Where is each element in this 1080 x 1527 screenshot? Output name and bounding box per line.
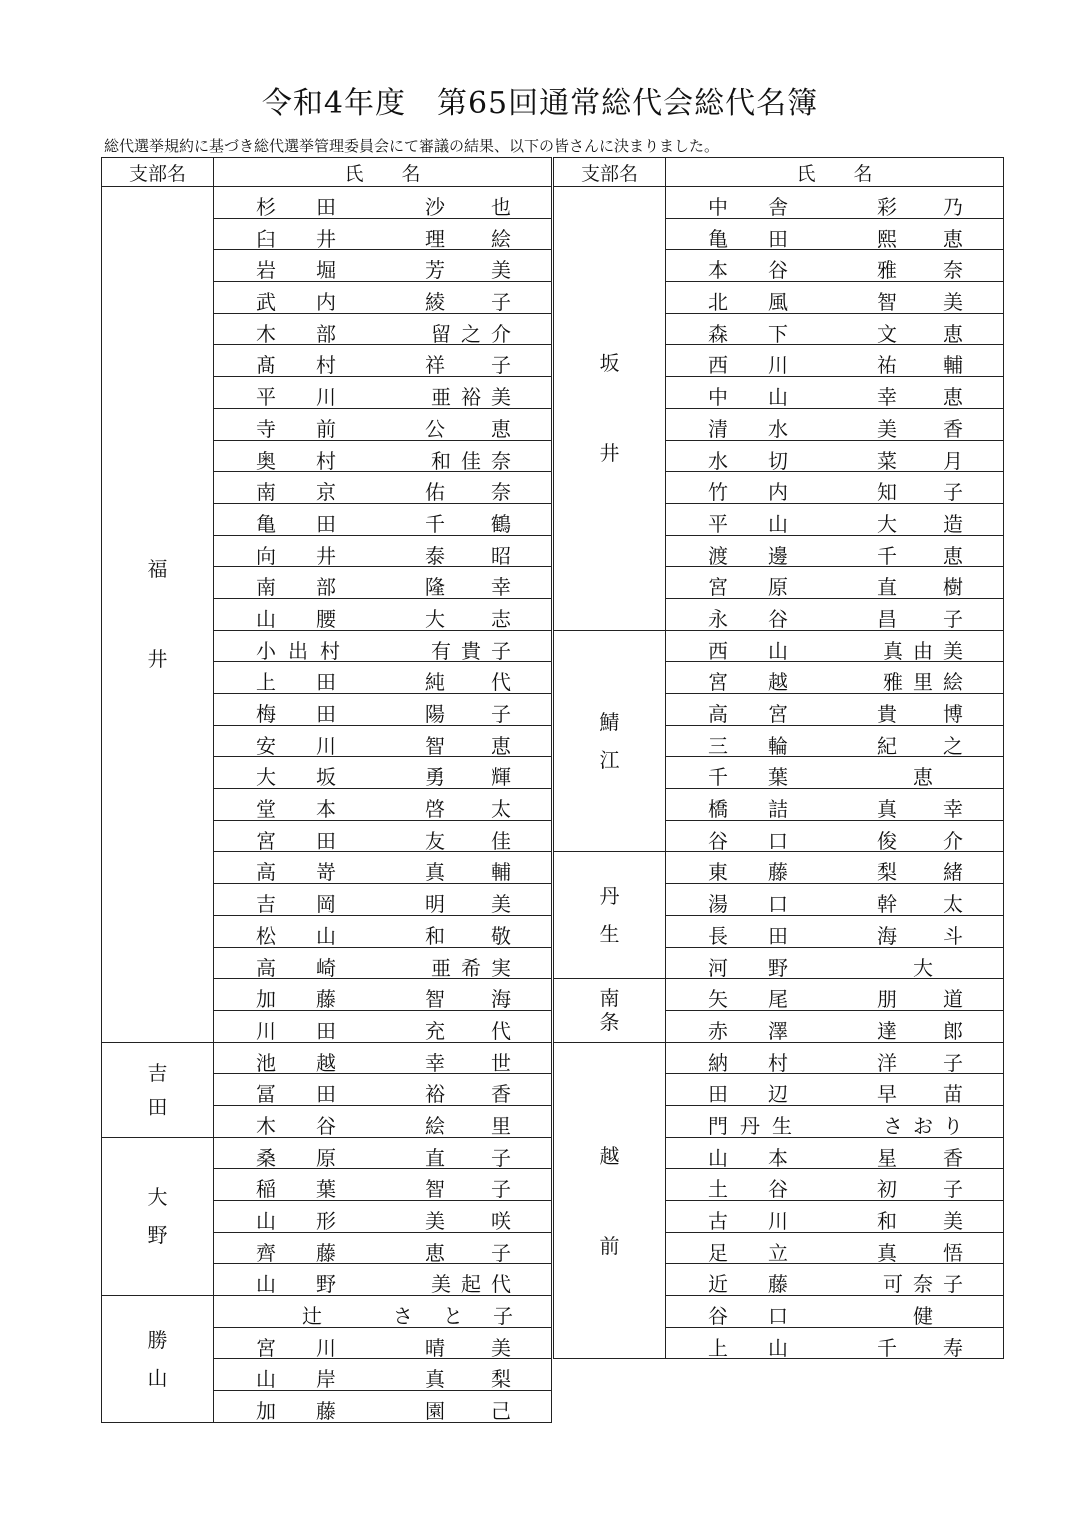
last-name: 臼井 (256, 226, 376, 251)
name-cell (666, 1296, 1004, 1328)
first-name: 智恵 (425, 733, 557, 758)
first-name: 祥子 (425, 353, 557, 378)
last-name: 冨田 (256, 1082, 376, 1107)
last-name: 桑原 (256, 1145, 376, 1170)
name-cell (666, 377, 1009, 410)
first-name: さおり (883, 1113, 973, 1138)
last-name: 森下 (708, 321, 828, 346)
last-name: 永谷 (708, 606, 828, 631)
last-name: 赤澤 (708, 1018, 828, 1043)
intro-text: 総代選挙規約に基づき総代選挙管理委員会にて審議の結果、以下の皆さんに決まりました。 (104, 137, 720, 155)
last-name: 上山 (708, 1335, 828, 1360)
name-cell (666, 852, 1009, 885)
first-name: 幸世 (425, 1050, 557, 1075)
first-name: 留之介 (431, 321, 521, 346)
name-cell (666, 440, 1009, 473)
name-cell (666, 694, 1009, 726)
branch-cell: 福 井 (102, 187, 214, 1043)
last-name: 木谷 (256, 1113, 376, 1138)
name-cell (666, 187, 1009, 219)
first-name: 陽子 (425, 702, 557, 726)
name-cell (666, 789, 1009, 822)
last-name: 齊藤 (256, 1240, 376, 1265)
first-name: 祐輔 (877, 353, 1009, 378)
name-cell (214, 757, 557, 790)
last-name: 三輪 (708, 733, 828, 758)
first-name: 俊介 (877, 828, 1009, 853)
first-name: 星香 (877, 1145, 1009, 1170)
first-name: 熙恵 (877, 226, 1009, 251)
name-cell (214, 313, 552, 345)
first-name: 梨緒 (877, 860, 1009, 885)
first-name: 紀之 (877, 733, 1009, 758)
first-name: 幸恵 (877, 385, 1009, 410)
name-cell (666, 757, 1004, 789)
header-branch: 支部名 (554, 158, 666, 187)
first-name: 千鶴 (425, 511, 557, 536)
name-cell (214, 1232, 557, 1265)
last-name: 池越 (256, 1050, 376, 1075)
name-cell (214, 408, 557, 441)
name-cell (666, 884, 1009, 917)
first-name: 知子 (877, 480, 1009, 505)
last-name: 谷口 (708, 828, 828, 853)
branch-cell: 大 野 (102, 1137, 214, 1295)
name-cell (666, 313, 1009, 346)
name-cell (666, 1042, 1009, 1075)
last-name: 杉田 (256, 195, 376, 219)
roster-table-left (101, 157, 557, 1424)
first-name: 絵里 (425, 1113, 557, 1138)
first-name: 洋子 (877, 1050, 1009, 1075)
last-name: 髙村 (256, 353, 376, 378)
last-name: 高崎 (256, 955, 376, 980)
first-name: 大 (913, 955, 933, 980)
table-row (554, 1042, 1004, 1074)
last-name: 加藤 (256, 1399, 376, 1424)
last-name: 谷口 (708, 1304, 828, 1329)
first-name: 和佳奈 (431, 448, 521, 473)
last-name: 亀田 (708, 226, 828, 251)
last-name: 梅田 (256, 702, 376, 726)
last-name: 小出村 (256, 638, 352, 663)
name-cell (214, 1327, 557, 1360)
last-name: 千葉 (708, 765, 828, 790)
first-name: 理絵 (425, 226, 557, 251)
first-name: 真梨 (425, 1367, 557, 1392)
name-cell (666, 1074, 1009, 1107)
branch-cell: 勝 山 (102, 1296, 214, 1423)
name-cell (666, 1201, 1009, 1233)
name-cell (214, 820, 557, 853)
name-cell (214, 218, 557, 251)
first-name: 真由美 (883, 638, 973, 663)
name-cell (214, 1264, 552, 1296)
first-name: 有貴子 (431, 638, 521, 663)
name-cell (666, 1137, 1009, 1170)
first-name: 雅奈 (877, 258, 1009, 283)
last-name: 安川 (256, 733, 376, 758)
name-cell (214, 1359, 557, 1392)
first-name: 佑奈 (425, 480, 557, 505)
first-name: 美咲 (425, 1209, 557, 1233)
first-name: 泰昭 (425, 543, 557, 568)
last-name: 渡邊 (708, 543, 828, 568)
first-name: 昌子 (877, 606, 1009, 631)
name-cell (666, 915, 1009, 948)
name-cell (666, 282, 1009, 315)
name-cell (666, 1327, 1009, 1360)
name-cell (214, 947, 552, 979)
name-cell (666, 218, 1009, 251)
last-name: 田辺 (708, 1082, 828, 1107)
last-name: 中舎 (708, 195, 828, 219)
first-name: 裕香 (425, 1082, 557, 1107)
first-name: 充代 (425, 1018, 557, 1043)
first-name: 沙也 (425, 195, 557, 219)
first-name: 真悟 (877, 1240, 1009, 1265)
branch-cell: 越 前 (554, 1042, 666, 1359)
first-name: 美香 (877, 416, 1009, 441)
first-name: 貴博 (877, 702, 1009, 726)
last-name: 山岸 (256, 1367, 376, 1392)
first-name: さと子 (393, 1304, 543, 1329)
last-name: 大坂 (256, 765, 376, 790)
first-name: 友佳 (425, 828, 557, 853)
last-name: 宮田 (256, 828, 376, 853)
header-name: 氏 名 (666, 158, 1004, 187)
first-name: 初子 (877, 1177, 1009, 1202)
last-name: 高宮 (708, 702, 828, 726)
first-name: 園己 (425, 1399, 557, 1424)
name-cell (214, 1074, 557, 1107)
first-name: 千恵 (877, 543, 1009, 568)
last-name: 宮原 (708, 575, 828, 600)
first-name: 雅里絵 (883, 670, 973, 695)
branch-cell: 坂 井 (554, 187, 666, 631)
branch-cell: 丹 生 (554, 852, 666, 979)
last-name: 南部 (256, 575, 376, 600)
name-cell (666, 472, 1009, 505)
last-name: 岩堀 (256, 258, 376, 283)
name-cell (214, 915, 557, 948)
last-name: 稲葉 (256, 1177, 376, 1202)
last-name: 橋詰 (708, 797, 828, 822)
name-cell (214, 250, 557, 283)
name-cell (666, 1105, 1004, 1137)
last-name: 上田 (256, 670, 376, 695)
last-name: 奥村 (256, 448, 376, 473)
name-cell (214, 598, 557, 631)
name-cell (666, 630, 1004, 662)
last-name: 西川 (708, 353, 828, 378)
last-name: 水切 (708, 448, 828, 473)
name-cell (666, 979, 1009, 1012)
name-cell (214, 1201, 557, 1233)
name-cell (214, 979, 557, 1012)
last-name: 長田 (708, 923, 828, 948)
last-name: 堂本 (256, 797, 376, 822)
name-cell (214, 345, 557, 378)
first-name: 海斗 (877, 923, 1009, 948)
name-cell (666, 947, 1004, 979)
table-row (102, 1042, 552, 1074)
name-cell (666, 503, 1009, 536)
first-name: 大志 (425, 606, 557, 631)
name-cell (666, 1232, 1009, 1265)
name-cell (214, 630, 552, 662)
table-row (102, 187, 552, 219)
name-cell (214, 377, 552, 409)
name-cell (666, 408, 1009, 441)
first-name: 勇輝 (425, 765, 557, 790)
first-name: 綾子 (425, 290, 557, 315)
last-name: 木部 (256, 321, 376, 346)
page-title: 令和4年度 第65回通常総代会総代名簿 (261, 86, 819, 121)
name-cell (214, 1042, 557, 1075)
last-name: 松山 (256, 923, 376, 948)
first-name: 智美 (877, 290, 1009, 315)
name-cell (214, 567, 557, 600)
name-cell (214, 1296, 552, 1328)
first-name: 彩乃 (877, 195, 1009, 219)
name-cell (214, 1137, 557, 1170)
last-name: 辻 (302, 1304, 362, 1329)
first-name: 晴美 (425, 1335, 557, 1360)
last-name: 吉岡 (256, 892, 376, 917)
last-name: 山野 (256, 1272, 376, 1297)
last-name: 矢尾 (708, 987, 828, 1012)
name-cell (666, 725, 1009, 758)
last-name: 竹内 (708, 480, 828, 505)
last-name: 門丹生 (708, 1113, 804, 1138)
first-name: 芳美 (425, 258, 557, 283)
last-name: 本谷 (708, 258, 828, 283)
table-row (554, 630, 1004, 662)
name-cell (666, 567, 1009, 600)
first-name: 幹太 (877, 892, 1009, 917)
last-name: 向井 (256, 543, 376, 568)
last-name: 西山 (708, 638, 828, 663)
first-name: 真幸 (877, 797, 1009, 822)
name-cell (214, 852, 557, 885)
first-name: 恵 (913, 765, 933, 790)
name-cell (214, 472, 557, 505)
name-cell (214, 694, 557, 726)
last-name: 清水 (708, 416, 828, 441)
branch-cell: 吉 田 (102, 1042, 214, 1137)
last-name: 中山 (708, 385, 828, 410)
name-cell (666, 1264, 1004, 1296)
first-name: 真輔 (425, 860, 557, 885)
last-name: 山形 (256, 1209, 376, 1233)
first-name: 健 (913, 1304, 933, 1329)
last-name: 北風 (708, 290, 828, 315)
first-name: 純代 (425, 670, 557, 695)
name-cell (214, 187, 557, 219)
name-cell (214, 1169, 557, 1202)
last-name: 平川 (256, 385, 376, 410)
last-name: 湯口 (708, 892, 828, 917)
last-name: 山本 (708, 1145, 828, 1170)
last-name: 平山 (708, 511, 828, 536)
name-cell (214, 789, 557, 822)
last-name: 東藤 (708, 860, 828, 885)
name-cell (666, 250, 1009, 283)
first-name: 亜裕美 (431, 385, 521, 410)
first-name: 直樹 (877, 575, 1009, 600)
last-name: 山腰 (256, 606, 376, 631)
name-cell (666, 535, 1009, 568)
name-cell (214, 725, 557, 758)
last-name: 古川 (708, 1209, 828, 1233)
last-name: 宮越 (708, 670, 828, 695)
name-cell (666, 662, 1004, 694)
last-name: 加藤 (256, 987, 376, 1012)
name-cell (666, 1169, 1009, 1202)
last-name: 川田 (256, 1018, 376, 1043)
last-name: 亀田 (256, 511, 376, 536)
table-row (554, 187, 1004, 219)
first-name: 菜月 (877, 448, 1009, 473)
last-name: 河野 (708, 955, 828, 980)
first-name: 和敬 (425, 923, 557, 948)
name-cell (214, 1010, 557, 1043)
table-row (554, 979, 1004, 1011)
branch-cell: 鯖 江 (554, 630, 666, 852)
last-name: 高嵜 (256, 860, 376, 885)
last-name: 南京 (256, 480, 376, 505)
branch-cell: 南 条 (554, 979, 666, 1042)
first-name: 文恵 (877, 321, 1009, 346)
last-name: 納村 (708, 1050, 828, 1075)
name-cell (666, 1010, 1009, 1043)
first-name: 隆幸 (425, 575, 557, 600)
first-name: 亜希実 (431, 955, 521, 980)
header-name: 氏 名 (214, 158, 552, 187)
first-name: 明美 (425, 892, 557, 917)
first-name: 早苗 (877, 1082, 1009, 1107)
first-name: 朋道 (877, 987, 1009, 1012)
name-cell (214, 1391, 557, 1424)
last-name: 武内 (256, 290, 376, 315)
table-row (102, 1137, 552, 1169)
first-name: 大造 (877, 511, 1009, 536)
last-name: 足立 (708, 1240, 828, 1265)
name-cell (214, 1105, 557, 1138)
name-cell (666, 820, 1009, 853)
last-name: 宮川 (256, 1335, 376, 1360)
first-name: 恵子 (425, 1240, 557, 1265)
name-cell (214, 440, 552, 472)
first-name: 千寿 (877, 1335, 1009, 1360)
first-name: 公恵 (425, 416, 557, 441)
table-row (554, 852, 1004, 884)
last-name: 寺前 (256, 416, 376, 441)
last-name: 土谷 (708, 1177, 828, 1202)
first-name: 直子 (425, 1145, 557, 1170)
roster-table-right (553, 157, 1009, 1360)
name-cell (214, 662, 557, 695)
last-name: 近藤 (708, 1272, 828, 1297)
first-name: 可奈子 (883, 1272, 973, 1297)
first-name: 智子 (425, 1177, 557, 1202)
name-cell (214, 282, 557, 315)
first-name: 和美 (877, 1209, 1009, 1233)
first-name: 智海 (425, 987, 557, 1012)
first-name: 達郎 (877, 1018, 1009, 1043)
name-cell (666, 345, 1009, 378)
first-name: 啓太 (425, 797, 557, 822)
name-cell (214, 503, 557, 536)
table-row (102, 1296, 552, 1328)
name-cell (666, 598, 1009, 631)
name-cell (214, 884, 557, 917)
first-name: 美起代 (431, 1272, 521, 1297)
name-cell (214, 535, 557, 568)
header-branch: 支部名 (102, 158, 214, 187)
